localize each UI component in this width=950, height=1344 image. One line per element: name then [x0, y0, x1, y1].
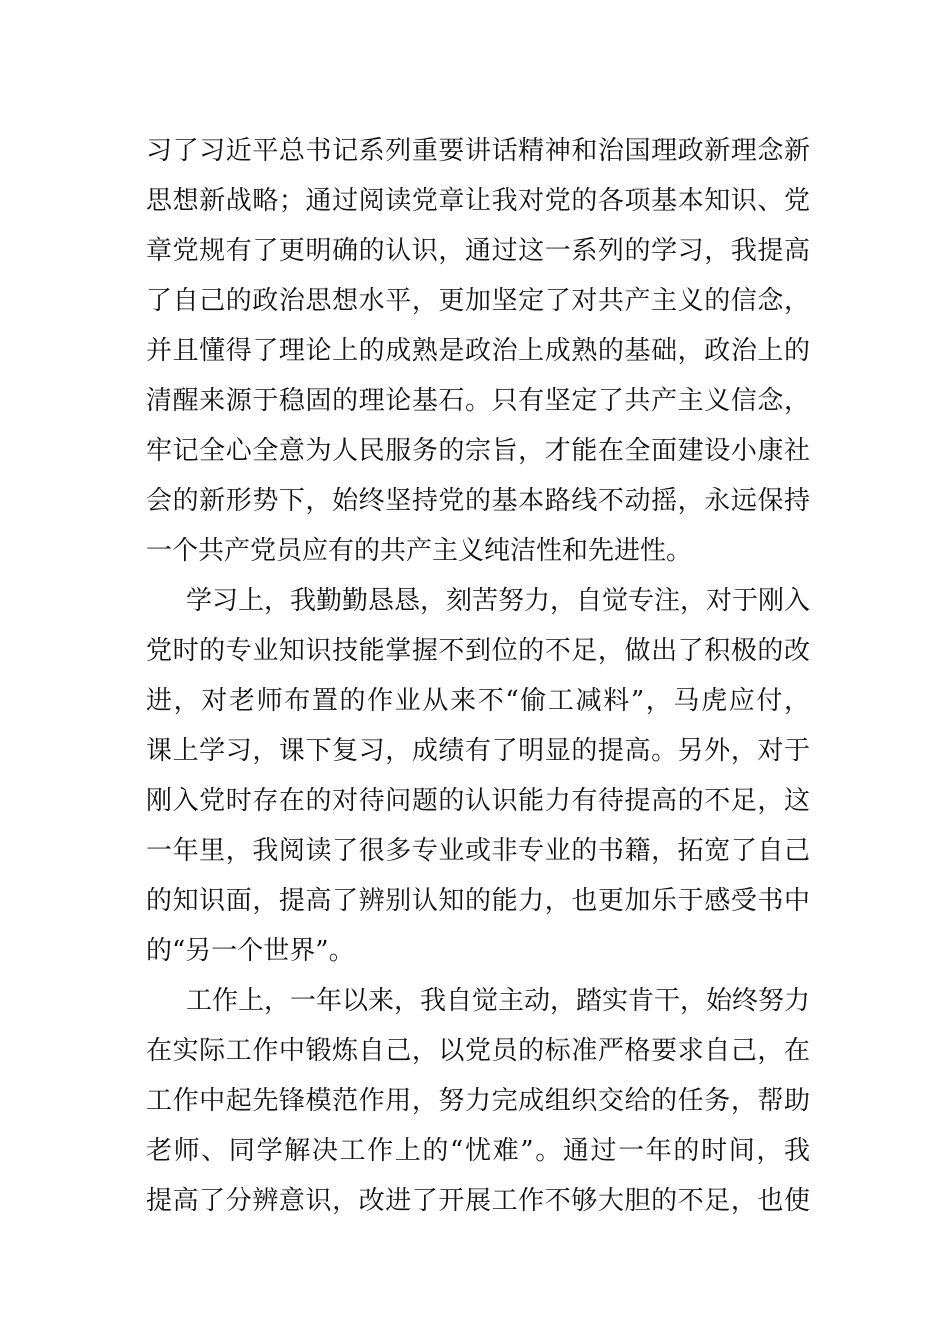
- text-line: 会的新形势下，始终坚持党的基本路线不动摇，永远保持: [146, 486, 810, 516]
- text-line: 提高了分辨意识，改进了开展工作不够大胆的不足，也使: [146, 1186, 810, 1216]
- text-line: 的知识面，提高了辨别认知的能力，也更加乐于感受书中: [146, 886, 810, 916]
- text-line: 党时的专业知识技能掌握不到位的不足，做出了积极的改: [146, 636, 810, 666]
- text-line: 习了习近平总书记系列重要讲话精神和治国理政新理念新: [146, 136, 810, 166]
- text-line: 学习上，我勤勤恳恳，刻苦努力，自觉专注，对于刚入: [186, 586, 811, 616]
- text-line: 思想新战略；通过阅读党章让我对党的各项基本知识、党: [146, 186, 810, 216]
- text-line: 一年里，我阅读了很多专业或非专业的书籍，拓宽了自己: [146, 836, 810, 866]
- text-line: 了自己的政治思想水平，更加坚定了对共产主义的信念，: [146, 286, 810, 316]
- text-line: 一个共产党员应有的共产主义纯洁性和先进性。: [146, 536, 693, 566]
- text-line: 章党规有了更明确的认识，通过这一系列的学习，我提高: [146, 236, 810, 266]
- text-line: 牢记全心全意为人民服务的宗旨，才能在全面建设小康社: [146, 436, 810, 466]
- paragraph-2: [146, 576, 810, 976]
- text-line: 清醒来源于稳固的理论基石。只有坚定了共产主义信念，: [146, 386, 810, 416]
- text-line: 刚入党时存在的对待问题的认识能力有待提高的不足，这: [146, 786, 810, 816]
- text-line: 进，对老师布置的作业从来不“偷工减料”，马虎应付，: [146, 686, 810, 716]
- text-line: 老师、同学解决工作上的“忧难”。通过一年的时间，我: [146, 1136, 810, 1166]
- paragraph-1: [146, 126, 810, 576]
- paragraph-3: [146, 976, 810, 1226]
- text-line: 工作中起先锋模范作用，努力完成组织交给的任务，帮助: [146, 1086, 810, 1116]
- text-line: 在实际工作中锻炼自己，以党员的标准严格要求自己，在: [146, 1036, 810, 1066]
- text-line: 并且懂得了理论上的成熟是政治上成熟的基础，政治上的: [146, 336, 810, 366]
- document-body: [146, 126, 810, 1226]
- text-line: 工作上，一年以来，我自觉主动，踏实肯干，始终努力: [186, 986, 811, 1016]
- text-line: 课上学习，课下复习，成绩有了明显的提高。另外，对于: [146, 736, 810, 766]
- text-line: 的“另一个世界”。: [146, 936, 355, 966]
